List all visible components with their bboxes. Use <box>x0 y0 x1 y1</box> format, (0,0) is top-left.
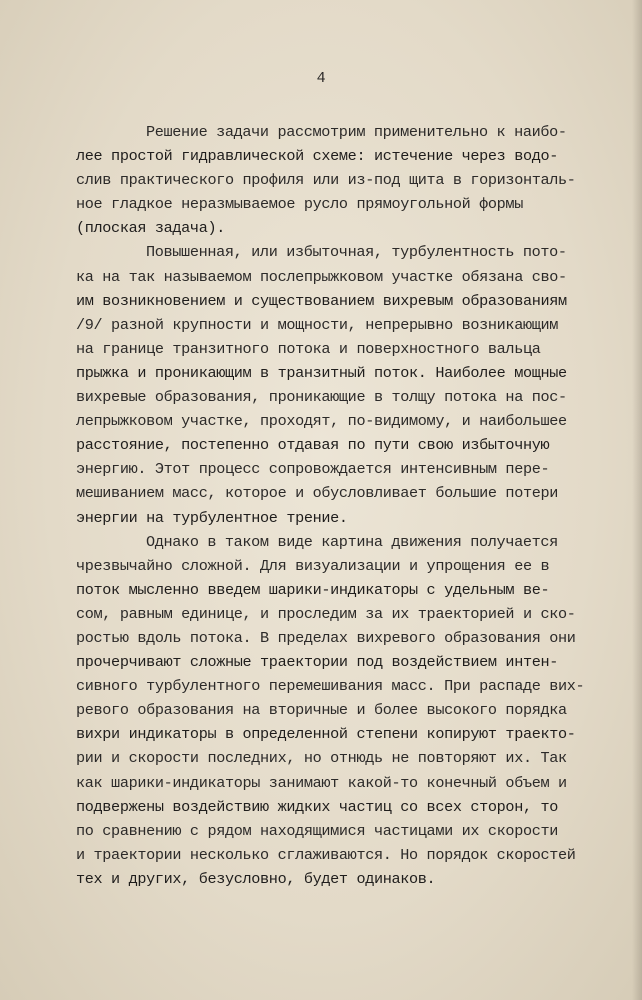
text-line: на границе транзитного потока и поверхностного вальца <box>76 339 541 358</box>
page-number: 4 <box>316 70 326 87</box>
text-line: сом, равным единице, и проследим за их траекторией и ско- <box>76 604 576 623</box>
text-line: лепрыжковом участке, проходят, по-видимому, и наибольшее <box>76 412 567 431</box>
text-line: Повышенная, или избыточная, турбулентность пото- <box>146 243 567 262</box>
text-line: тех и других, безусловно, будет одинаков. <box>76 869 436 888</box>
text-line: рии и скорости последних, но отнюдь не повторяют их. Так <box>76 749 567 768</box>
text-line: как шарики-индикаторы занимают какой-то конечный объем и <box>76 773 567 792</box>
text-line: чрезвычайно сложной. Для визуализации и упрощения ее в <box>76 556 550 575</box>
text-line: по сравнению с рядом находящимися частицами их скорости <box>76 821 559 840</box>
body-text <box>76 120 621 891</box>
text-line: (плоская задача). <box>76 219 225 238</box>
text-line: вихревые образования, проникающие в толщу потока на пос- <box>76 388 567 407</box>
text-line: прочерчивают сложные траектории под воздействием интен- <box>76 653 559 672</box>
text-line: сивного турбулентного перемешивания масс. При распаде вих- <box>76 677 585 696</box>
text-line: прыжка и проникающим в транзитный поток. Наиболее мощные <box>76 363 567 382</box>
text-line: Однако в таком виде картина движения получается <box>146 532 558 551</box>
text-line: расстояние, постепенно отдавая по пути свою избыточную <box>76 436 550 455</box>
text-line: вихри индикаторы в определенной степени копируют траекто- <box>76 725 576 744</box>
text-line: Решение задачи рассмотрим применительно к наибо- <box>146 123 567 141</box>
text-line: поток мысленно введем шарики-индикаторы с удельным ве- <box>76 580 550 599</box>
text-line: ка на так называемом послепрыжковом участке обязана сво- <box>76 267 567 286</box>
text-line: подвержены воздействию жидких частиц со всех сторон, то <box>76 797 559 816</box>
text-line: ревого образования на вторичные и более высокого порядка <box>76 701 567 720</box>
text-line: лее простой гидравлической схеме: истечение через водо- <box>76 147 559 166</box>
text-line: и траектории несколько сглаживаются. Но порядок скоростей <box>76 845 576 864</box>
page-edge-shadow <box>632 0 642 1000</box>
text-line: слив практического профиля или из-под щита в горизонталь- <box>76 171 576 190</box>
text-line: ное гладкое неразмываемое русло прямоугольной формы <box>76 195 523 214</box>
text-line: мешиванием масс, которое и обусловливает большие потери <box>76 484 559 503</box>
text-line: им возникновением и существованием вихревым образованиям <box>76 291 567 310</box>
text-line: энергии на турбулентное трение. <box>76 508 348 527</box>
text-line: энергию. Этот процесс сопровождается интенсивным пере- <box>76 460 550 479</box>
text-line: /9/ разной крупности и мощности, непрерывно возникающим <box>76 315 559 334</box>
text-line: ростью вдоль потока. В пределах вихревого образования они <box>76 628 576 647</box>
